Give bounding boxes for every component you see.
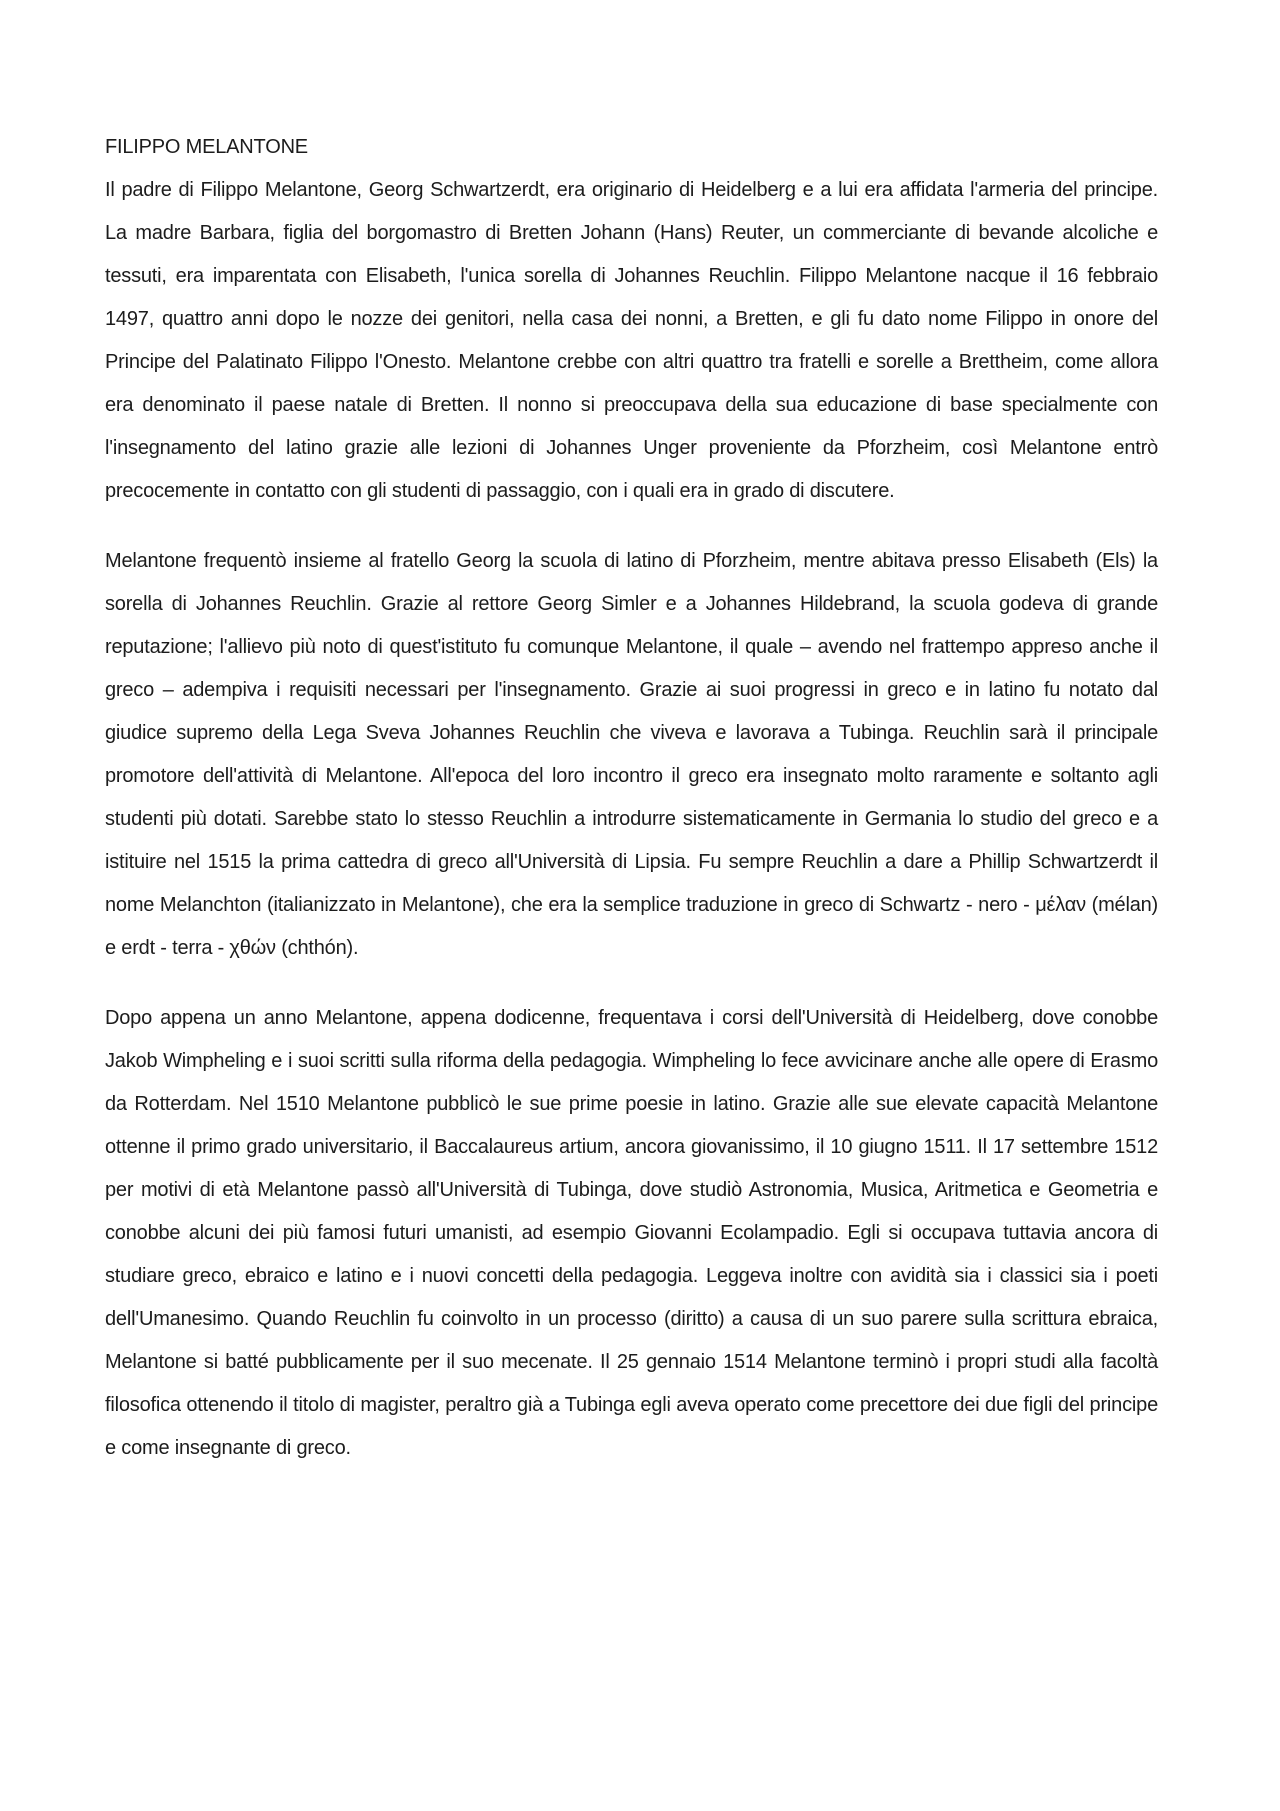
paragraph-school-reuchlin: Melantone frequentò insieme al fratello Georg la scuola di latino di Pforzheim, mentre abitava presso Elisabeth (Els) la sorella di Johannes Reuchlin. Grazie al rettore Georg Simler e a Johannes Hildebrand, la scuola godeva di grande reputazione; l'allievo più noto di quest'istituto fu comunque Melantone, il quale – avendo nel frattempo appreso anche il greco – adempiva i requisiti necessari per l'insegnamento. Grazie ai suoi progressi in greco e in latino fu notato dal giudice supremo della Lega Sveva Johannes Reuchlin che viveva e lavorava a Tubinga. Reuchlin sarà il principale promotore dell'attività di Melantone. All'epoca del loro incontro il greco era insegnato molto raramente e soltanto agli studenti più dotati. Sarebbe stato lo stesso Reuchlin a introdurre sistematicamente in Germania lo studio del greco e a istituire nel 1515 la prima cattedra di greco all'Università di Lipsia. Fu sempre Reuchlin a dare a Phillip Schwartzerdt il nome Melanchton (italianizzato in Melantone), che era la semplice traduzione in greco di Schwartz - nero - μέλαν (mélan) e erdt - terra - χθών (chthón). — [105, 550, 1158, 959]
paragraph-university-studies: Dopo appena un anno Melantone, appena dodicenne, frequentava i corsi dell'Università di Heidelberg, dove conobbe Jakob Wimpheling e i suoi scritti sulla riforma della pedagogia. Wimpheling lo fece avvicinare anche alle opere di Erasmo da Rotterdam. Nel 1510 Melantone pubblicò le sue prime poesie in latino. Grazie alle sue elevate capacità Melantone ottenne il primo grado universitario, il Baccalaureus artium, ancora giovanissimo, il 10 giugno 1511. Il 17 settembre 1512 per motivi di età Melantone passò all'Università di Tubinga, dove studiò Astronomia, Musica, Aritmetica e Geometria e conobbe alcuni dei più famosi futuri umanisti, ad esempio Giovanni Ecolampadio. Egli si occupava tuttavia ancora di studiare greco, ebraico e latino e i nuovi concetti della pedagogia. Leggeva inoltre con avidità sia i classici sia i poeti dell'Umanesimo. Quando Reuchlin fu coinvolto in un processo (diritto) a causa di un suo parere sulla scrittura ebraica, Melantone si batté pubblicamente per il suo mecenate. Il 25 gennaio 1514 Melantone terminò i propri studi alla facoltà filosofica ottenendo il titolo di magister, peraltro già a Tubinga egli aveva operato come precettore dei due figli del principe e come insegnante di greco. — [105, 1007, 1158, 1459]
paragraph-birth-family: Il padre di Filippo Melantone, Georg Schwartzerdt, era originario di Heidelberg e a lui era affidata l'armeria del principe. La madre Barbara, figlia del borgomastro di Bretten Johann (Hans) Reuter, un commerciante di bevande alcoliche e tessuti, era imparentata con Elisabeth, l'unica sorella di Johannes Reuchlin. Filippo Melantone nacque il 16 febbraio 1497, quattro anni dopo le nozze dei genitori, nella casa dei nonni, a Bretten, e gli fu dato nome Filippo in onore del Principe del Palatinato Filippo l'Onesto. Melantone crebbe con altri quattro tra fratelli e sorelle a Brettheim, come allora era denominato il paese natale di Bretten. Il nonno si preoccupava della sua educazione di base specialmente con l'insegnamento del latino grazie alle lezioni di Johannes Unger proveniente da Pforzheim, così Melantone entrò precocemente in contatto con gli studenti di passaggio, con i quali era in grado di discutere. — [105, 179, 1158, 502]
document-title: FILIPPO MELANTONE — [105, 136, 308, 158]
